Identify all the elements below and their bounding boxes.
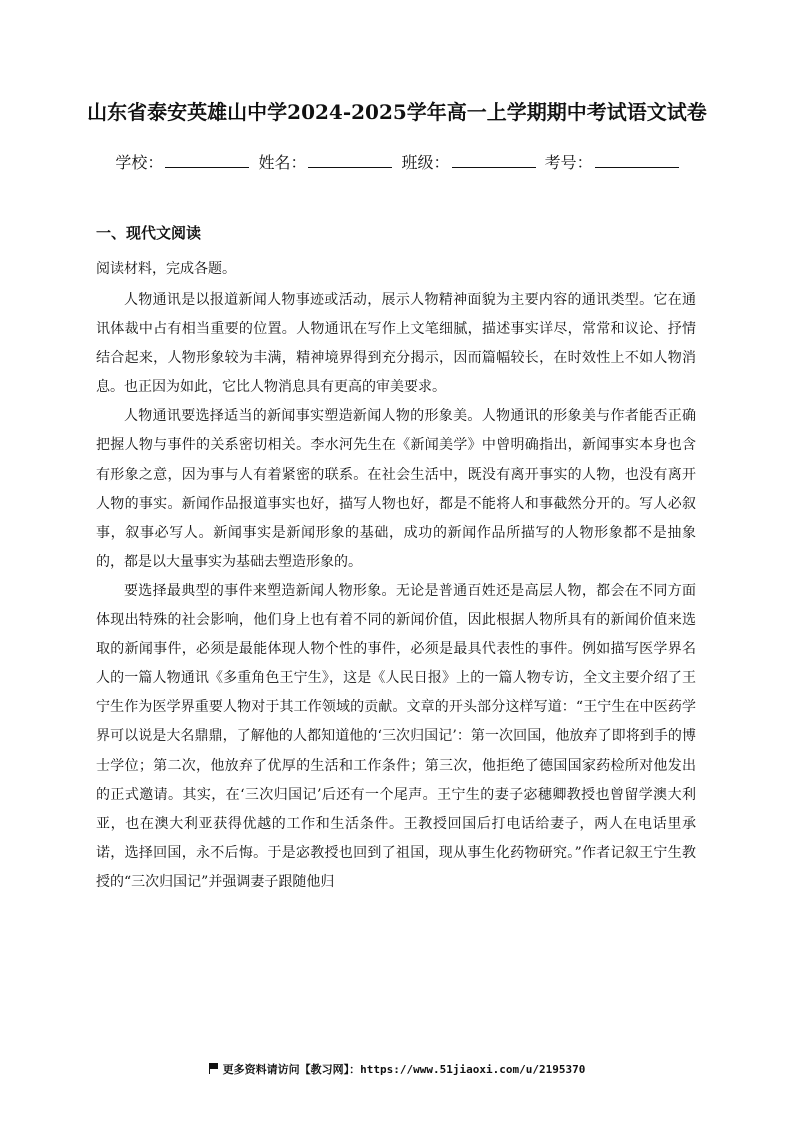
name-blank[interactable] <box>308 151 392 168</box>
class-field <box>402 151 536 175</box>
school-field <box>115 151 249 175</box>
school-blank[interactable] <box>165 151 249 168</box>
name-label: 姓名： <box>258 153 307 172</box>
flag-icon <box>209 1063 219 1074</box>
student-info-line <box>0 151 794 175</box>
passage-paragraph: 要选择最典型的事件来塑造新闻人物形象。无论是普通百姓还是高层人物，都会在不同方面体现出特殊的社会影响，他们身上也有着不同的新闻价值，因此根据人物所具有的新闻价值来选取的新闻事件，必须是最能体现人物个性的事件，必须是最具代表性的事件。例如描写医学界名人的一篇人物通讯《多重角色王宁生》，这是《人民日报》上的一篇人物专访，全文主要介绍了王宁生作为医学界重要人物对于其工作领域的贡献。文章的开头部分这样写道：“王宁生在中医药学界可以说是大名鼎鼎，了解他的人都知道他的‘三次归国记’：第一次回国，他放弃了即将到手的博士学位；第二次，他放弃了优厚的生活和工作条件；第三次，他拒绝了德国国家药检所对他发出的正式邀请。其实，在‘三次归国记’后还有一个尾声。王宁生的妻子宓穗卿教授也曾留学澳大利亚，也在澳大利亚获得优越的工作和生活条件。王教授回国后打电话给妻子，两人在电话里承诺，选择回国，永不后悔。于是宓教授也回到了祖国，现从事生化药物研究。”作者记叙王宁生教授的“三次归国记”并强调妻子跟随他归 <box>96 582 696 890</box>
exam-number-field <box>545 151 679 175</box>
footer-text[interactable]: 更多资料请访问【教习网】：https://www.51jiaoxi.com/u/2195370 <box>222 1063 586 1076</box>
reading-instruction: 阅读材料，完成各题。 <box>96 261 236 277</box>
section-heading: 一、现代文阅读 <box>96 224 202 242</box>
reading-passage <box>96 286 696 897</box>
exam-number-blank[interactable] <box>595 151 679 168</box>
passage-paragraph: 人物通讯是以报道新闻人物事迹或活动，展示人物精神面貌为主要内容的通讯类型。它在通讯体裁中占有相当重要的位置。人物通讯在写作上文笔细腻，描述事实详尽，常常和议论、抒情结合起来，人物形象较为丰满，精神境界得到充分揭示，因而篇幅较长，在时效性上不如人物消息。也正因为如此，它比人物消息具有更高的审美要求。 <box>96 292 696 396</box>
name-field <box>258 151 392 175</box>
footer-link[interactable] <box>0 1062 794 1078</box>
school-label: 学校： <box>115 153 164 172</box>
passage-paragraph: 人物通讯要选择适当的新闻事实塑造新闻人物的形象美。人物通讯的形象美与作者能否正确把握人物与事件的关系密切相关。李水河先生在《新闻美学》中曾明确指出，新闻事实本身也含有形象之意，因为事与人有着紧密的联系。在社会生活中，既没有离开事实的人物，也没有离开人物的事实。新闻作品报道事实也好，描写人物也好，都是不能将人和事截然分开的。写人必叙事，叙事必写人。新闻事实是新闻形象的基础，成功的新闻作品所描写的人物形象都不是抽象的，都是以大量事实为基础去塑造形象的。 <box>96 408 696 570</box>
exam-number-label: 考号： <box>544 153 593 172</box>
class-blank[interactable] <box>452 151 536 168</box>
exam-title: 山东省泰安英雄山中学2024-2025学年高一上学期期中考试语文试卷 <box>87 100 707 124</box>
class-label: 班级： <box>401 153 450 172</box>
